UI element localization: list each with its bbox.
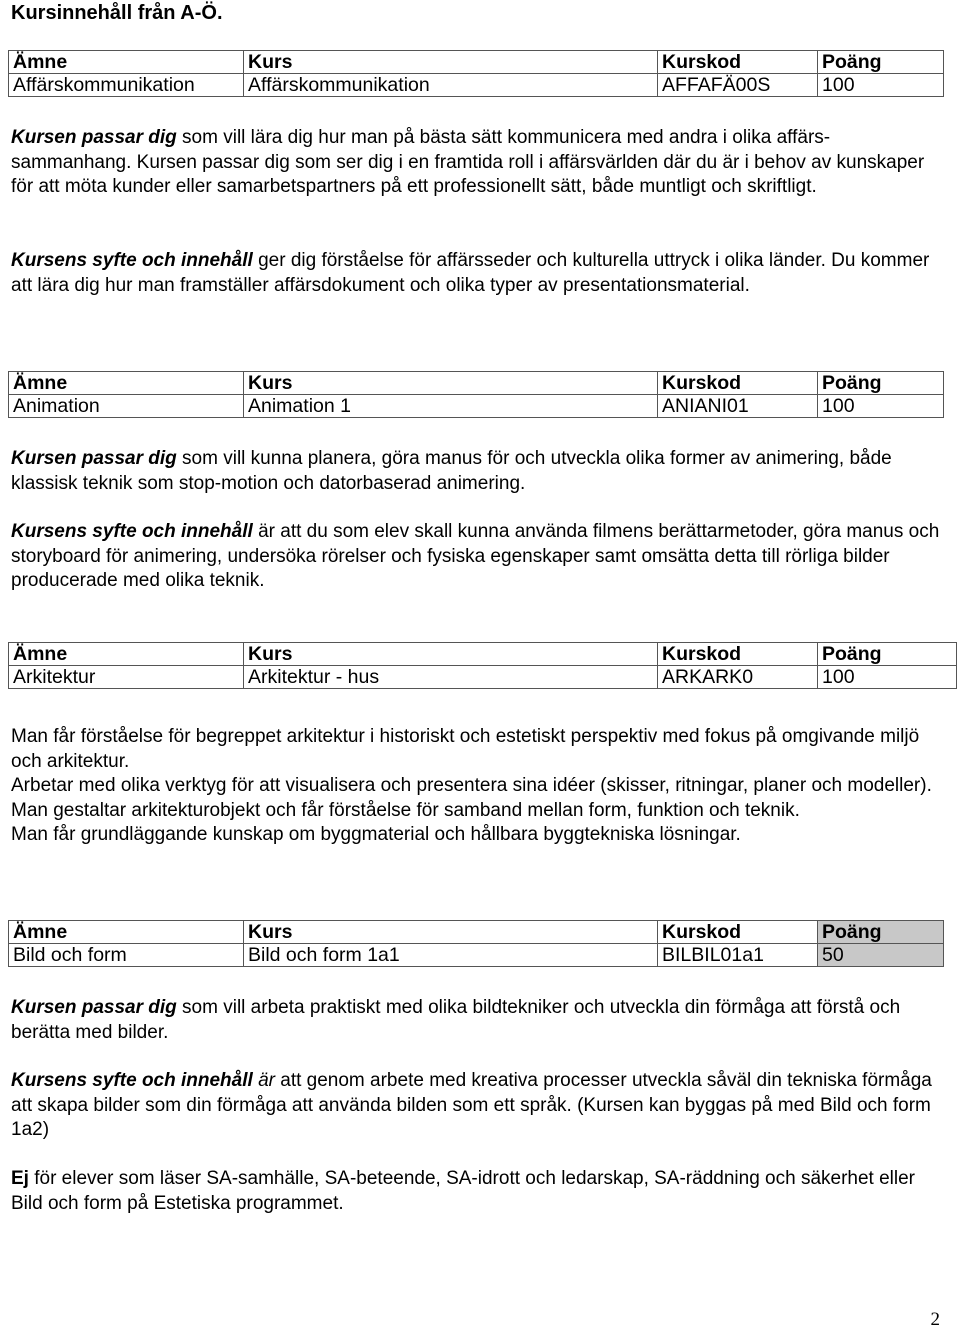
course-description-bild-och-form [11,996,946,1045]
paragraph-text: som vill kunna planera, göra manus för och utveckla olika former av animering, både klassisk teknik som stop-motion och datorbaserad animering. [11,448,892,494]
paragraph-text: ger dig förståelse för affärsseder och kulturella uttryck i olika länder. Du kommer att lära dig hur man framställer affärsdokument och olika typer av presentationsmaterial. [11,250,930,296]
table-header-row [9,372,944,395]
paragraph: Man får grundläggande kunskap om byggmaterial och hållbara byggtekniska lösningar. [11,824,741,845]
course-description-arkitektur [11,725,946,848]
header-poang: Poäng [818,372,944,395]
cell-poang: 100 [818,666,957,689]
paragraph-text: är att du som elev skall kunna använda filmens berättarmetoder, göra manus och storyboard för animering, undersöka rörelser och fysiska egenskaper samt omsätta detta till rörliga bilder producerade med olika teknik. [11,521,940,591]
cell-amne: Affärskommunikation [9,74,244,97]
table-row [9,74,944,97]
cell-kurs: Arkitektur - hus [244,666,658,689]
paragraph [11,249,946,298]
paragraph-text: som vill lära dig hur man på bästa sätt kommunicera med andra i olika affärs-sammanhang. Kursen passar dig som ser dig i en framtida roll i affärsvärlden där du är i behov av kunskaper för att möta kunder eller samarbetspartners på ett professionellt sätt, både muntligt och skriftligt. [11,127,925,197]
paragraph: Man gestaltar arkitekturobjekt och får förståelse för samband mellan form, funktion och teknik. [11,799,800,821]
emphasis-lead: Kursen passar dig [11,448,177,469]
paragraph [11,520,946,594]
cell-kurskod: ANIANI01 [658,395,818,418]
emphasis-lead: Kursens syfte och innehåll [11,1070,253,1091]
page-number: 2 [930,1309,940,1330]
cell-kurs: Affärskommunikation [244,74,658,97]
header-kurskod: Kurskod [658,643,818,666]
header-kurs: Kurs [244,51,658,74]
paragraph: Arbetar med olika verktyg för att visualisera och presentera sina idéer (skisser, ritningar, planer och modeller). [11,775,932,796]
table-header-row [9,643,957,666]
course-purpose-animation [11,520,946,594]
cell-poang: 50 [818,944,944,967]
cell-kurskod: AFFAFÄ00S [658,74,818,97]
document-title: Kursinnehåll från A-Ö. [11,2,223,24]
cell-kurs: Bild och form 1a1 [244,944,658,967]
cell-kurskod: ARKARK0 [658,666,818,689]
header-amne: Ämne [9,51,244,74]
paragraph-text: att genom arbete med kreativa processer utveckla såväl din tekniska förmåga att skapa bilder som din förmåga att använda bilden som ett språk. (Kursen kan byggas på med Bild och form 1a2) [11,1070,932,1140]
header-kurs: Kurs [244,643,658,666]
course-table-arkitektur [8,642,957,689]
paragraph [11,126,946,200]
paragraph-text: för elever som läser SA-samhälle, SA-beteende, SA-idrott och ledarskap, SA-räddning och säkerhet eller Bild och form på Estetiska programmet. [11,1168,916,1214]
header-amne: Ämne [9,643,244,666]
emphasis-lead: Kursens syfte och innehåll [11,250,253,271]
cell-poang: 100 [818,74,944,97]
paragraph [11,1069,946,1143]
header-amne: Ämne [9,372,244,395]
paragraph: Man får förståelse för begreppet arkitektur i historiskt och estetiskt perspektiv med fokus på omgivande miljö och arkitektur. [11,726,920,772]
cell-amne: Bild och form [9,944,244,967]
cell-poang: 100 [818,395,944,418]
table-row [9,395,944,418]
header-kurskod: Kurskod [658,51,818,74]
course-table-animation [8,371,944,418]
header-poang: Poäng [818,921,944,944]
course-description-affarskommunikation [11,126,946,200]
header-kurskod: Kurskod [658,372,818,395]
course-table-affarskommunikation [8,50,944,97]
emphasis-lead: Kursen passar dig [11,127,177,148]
paragraph [11,1167,946,1216]
paragraph-text: som vill arbeta praktiskt med olika bildtekniker och utveckla din förmåga att förstå och berätta med bilder. [11,997,901,1043]
cell-amne: Animation [9,395,244,418]
emphasis-lead: Kursen passar dig [11,997,177,1018]
header-amne: Ämne [9,921,244,944]
course-purpose-bild-och-form [11,1069,946,1143]
emphasis-lead: Ej [11,1168,29,1189]
header-poang: Poäng [818,51,944,74]
cell-kurs: Animation 1 [244,395,658,418]
paragraph [11,447,946,496]
table-header-row [9,921,944,944]
emphasis-italic: är [252,1070,275,1091]
cell-amne: Arkitektur [9,666,244,689]
table-row [9,666,957,689]
course-purpose-affarskommunikation [11,249,946,298]
header-poang: Poäng [818,643,957,666]
cell-kurskod: BILBIL01a1 [658,944,818,967]
course-description-animation [11,447,946,496]
course-table-bild-och-form [8,920,944,967]
emphasis-lead: Kursens syfte och innehåll [11,521,253,542]
paragraph [11,996,946,1045]
table-header-row [9,51,944,74]
course-exclusion-bild-och-form [11,1167,946,1216]
header-kurs: Kurs [244,372,658,395]
header-kurskod: Kurskod [658,921,818,944]
table-row [9,944,944,967]
header-kurs: Kurs [244,921,658,944]
